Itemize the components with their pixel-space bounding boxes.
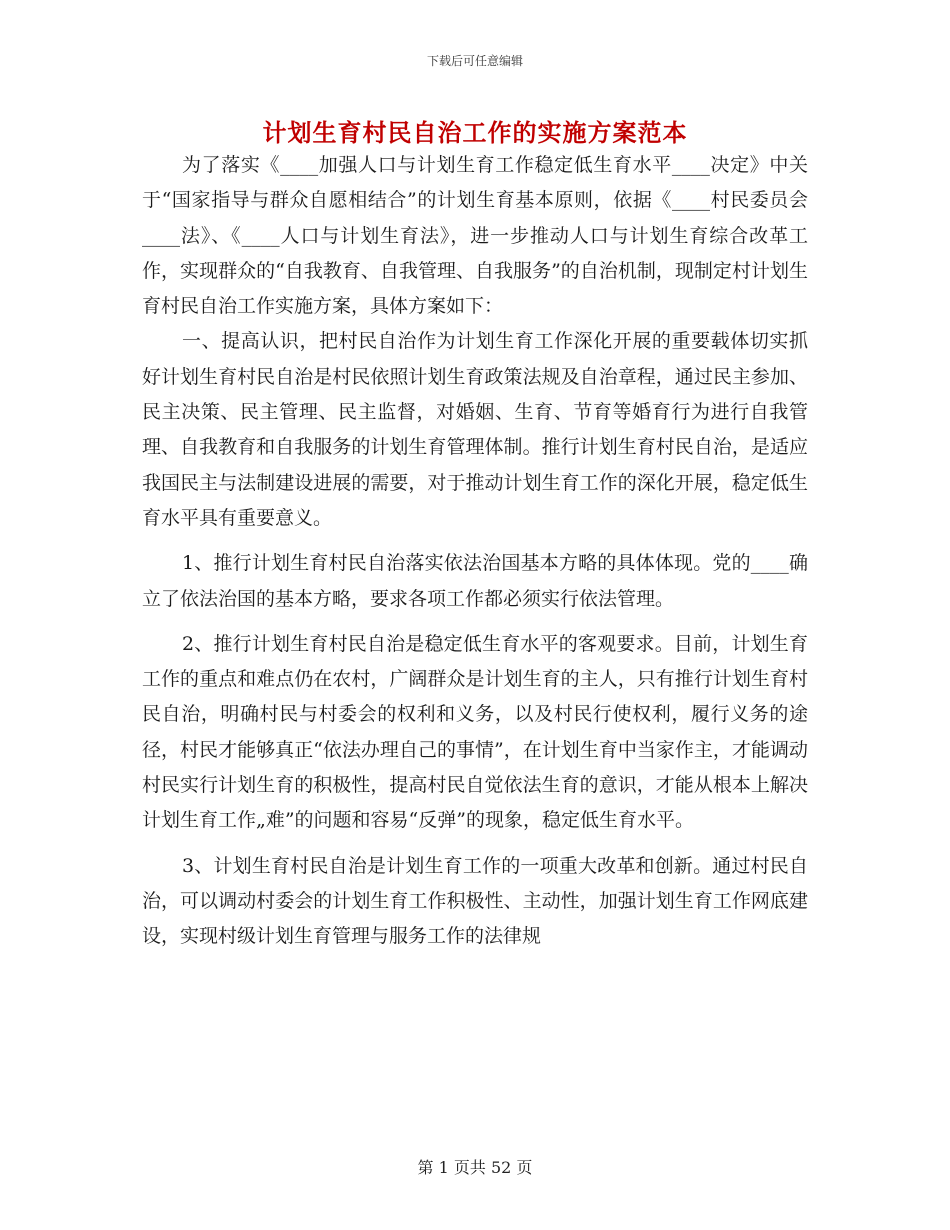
header-note: 下载后可任意编辑 <box>426 54 523 68</box>
paragraph-item-3: 3、计划生育村民自治是计划生育工作的一项重大改革和创新。通过村民自治，可以调动村委会的计划生育工作积极性、主动性，加强计划生育工作网底建设，实现村级计划生育管理与服务工作的法律规 <box>142 854 808 948</box>
paragraph-item-2: 2、推行计划生育村民自治是稳定低生育水平的客观要求。目前，计划生育工作的重点和难点仍在农村，广阔群众是计划生育的主人，只有推行计划生育村民自治，明确村民与村委会的权利和义务，以及村民行使权利，履行义务的途径，村民才能够真正“依法办理自己的事情”，在计划生育中当家作主，才能调动村民实行计划生育的积极性，提高村民自觉依法生育的意识，才能从根本上解决计划生育工作„难”的问题和容易“反弹”的现象，稳定低生育水平。 <box>142 632 808 832</box>
page-number: 第 1 页共 52 页 <box>417 1158 533 1177</box>
paragraph-section-1: 一、提高认识，把村民自治作为计划生育工作深化开展的重要载体切实抓好计划生育村民自治是村民依照计划生育政策法规及自治章程，通过民主参加、民主决策、民主管理、民主监督，对婚姻、生育、节育等婚育行为进行自我管理、自我教育和自我服务的计划生育管理体制。推行计划生育村民自治，是适应我国民主与法制建设进展的需要，对于推动计划生育工作的深化开展，稳定低生育水平具有重要意义。 <box>142 330 808 529</box>
paragraph-item-1: 1、推行计划生育村民自治落实依法治国基本方略的具体体现。党的____确立了依法治国的基本方略，要求各项工作都必须实行依法管理。 <box>142 552 808 610</box>
paragraph-intro: 为了落实《____加强人口与计划生育工作稳定低生育水平____决定》中关于“国家指导与群众自愿相结合”的计划生育基本原则，依据《____村民委员会____法》、《____人口与计划生育法》，进一步推动人口与计划生育综合改革工作，实现群众的“自我教育、自我管理、自我服务”的自治机制，现制定村计划生育村民自治工作实施方案，具体方案如下： <box>142 154 808 318</box>
document-title: 计划生育村民自治工作的实施方案范本 <box>262 118 688 147</box>
document-body <box>142 148 808 955</box>
